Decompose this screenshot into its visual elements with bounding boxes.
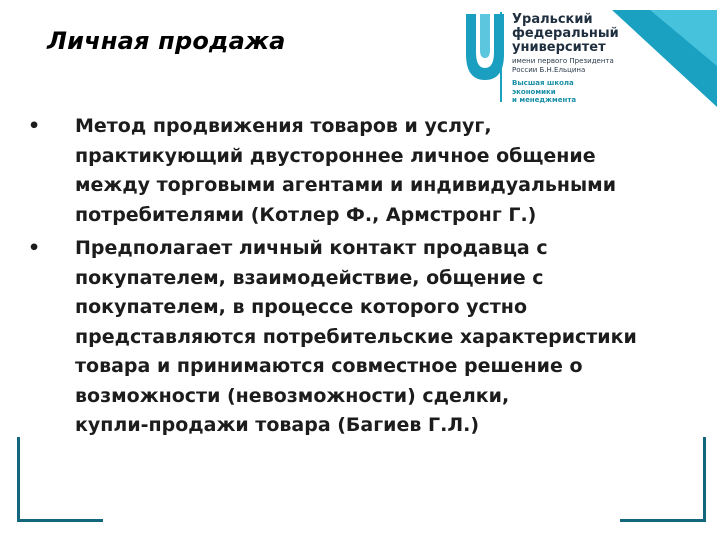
bullet-line: Предполагает личный контакт продавца с (75, 237, 548, 259)
bullet-line: покупателем, в процессе которого устно (75, 296, 527, 318)
bullet-line: товара и принимаются совместное решение о (75, 355, 583, 377)
bullet-line: купли-продажи товара (Багиев Г.Л.) (75, 414, 480, 436)
logo-divider (500, 12, 502, 102)
bullet-dot-icon: • (28, 237, 41, 259)
named-after-line: России Б.Н.Ельцина (512, 66, 586, 74)
university-name (512, 13, 619, 55)
school-name (512, 79, 576, 105)
frame-left-horizontal (17, 519, 103, 522)
bullet-dot-icon: • (28, 115, 41, 137)
bullet-item (28, 234, 688, 441)
university-name-line: университет (512, 40, 606, 55)
slide-title: Личная продажа (47, 27, 286, 55)
bullet-item (28, 112, 688, 230)
bullet-line: возможности (невозможности) сделки, (75, 384, 510, 407)
named-after-text (512, 57, 614, 75)
bullet-line: Метод продвижения товаров и услуг, (75, 115, 492, 137)
frame-right-vertical (703, 437, 706, 522)
bullet-line: потребителями (Котлер Ф., Армстронг Г.) (75, 203, 537, 226)
frame-right-horizontal (620, 519, 706, 522)
bullet-line: покупателем, взаимодействие, общение с (75, 266, 544, 289)
school-line: экономики (512, 87, 556, 96)
school-line: и менеджмента (512, 96, 577, 104)
frame-left-vertical (17, 437, 20, 522)
bullet-list (28, 112, 688, 445)
bullet-line: практикующий двустороннее личное общение (75, 144, 596, 167)
bullet-line: представляются потребительские характеристики (75, 325, 637, 348)
logo-corner-decoration-inner (650, 10, 717, 66)
named-after-line: имени первого Президента (512, 57, 614, 65)
school-line: Высшая школа (512, 79, 574, 87)
university-name-line: федеральный (512, 26, 619, 41)
university-name-line: Уральский (512, 12, 593, 27)
bullet-line: между торговыми агентами и индивидуальными (75, 174, 617, 196)
